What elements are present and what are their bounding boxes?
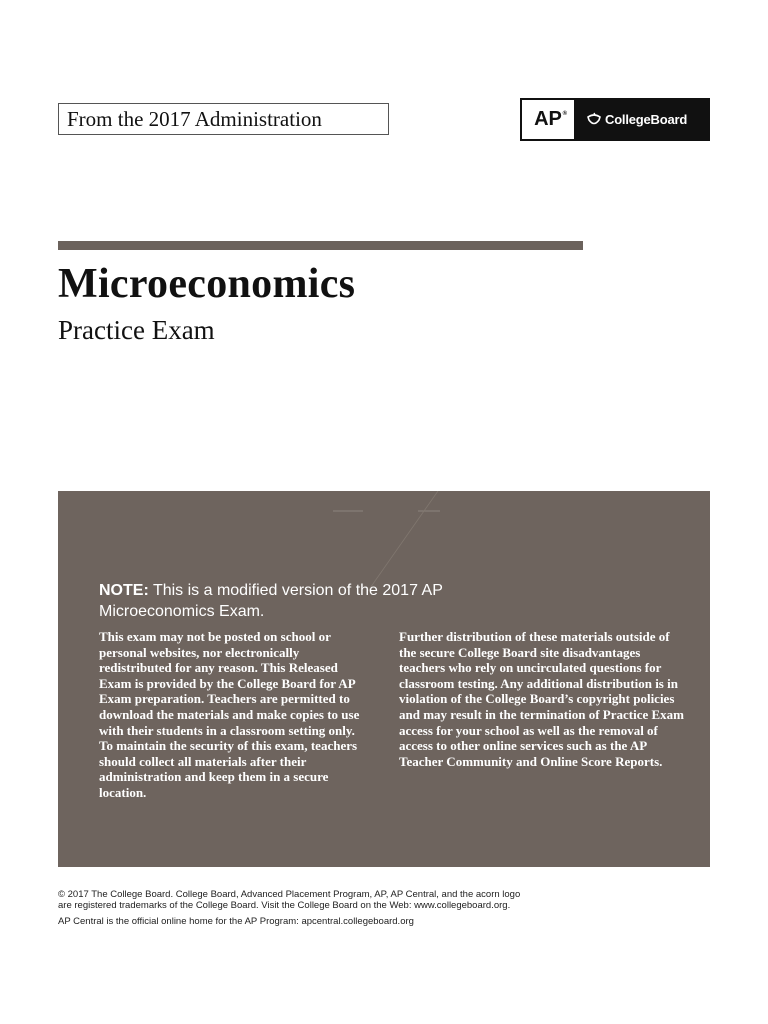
note-right-paragraph: Further distribution of these materials outside of the secure College Board site disadvantages teachers who rely on uncirculated questions for classroom testing. Any additional distribution is in violation of the College Board’s copyright policies and may result in the termination of Practice Exam access for your school as well as the removal of access to other online services such as the AP Teacher Community and Online Score Reports. [399, 629, 684, 769]
collegeboard-logo [574, 100, 708, 139]
note-heading-text: This is a modified version of the 2017 AP Microeconomics Exam. [99, 582, 443, 620]
administration-label: From the 2017 Administration [58, 103, 389, 135]
ap-collegeboard-logo [520, 98, 710, 141]
ap-central-line: AP Central is the official online home for the AP Program: apcentral.collegeboard.org [58, 916, 414, 927]
ap-logo-text: AP [534, 108, 562, 130]
note-panel [58, 491, 710, 867]
ap-logo [522, 100, 574, 139]
page-subtitle: Practice Exam [58, 315, 215, 345]
collegeboard-logo-text: CollegeBoard [605, 112, 688, 127]
footer [58, 889, 618, 927]
ap-registered-mark: ® [562, 111, 567, 117]
note-left-paragraph: This exam may not be posted on school or personal websites, nor electronically redistributed for any reason. This Released Exam is provided by the College Board for AP Exam preparation. Teachers are permitted to download the materials and make copies to use with their students in a classroom setting only. To maintain the security of this exam, teachers should collect all materials after their administration and keep them in a secure location. [99, 629, 360, 800]
copyright-line-2: are registered trademarks of the College Board. Visit the College Board on the Web: www.collegeboard.org. [58, 900, 511, 911]
acorn-icon [586, 112, 602, 128]
note-heading [99, 580, 519, 622]
page-title: Microeconomics [58, 261, 356, 307]
decorative-lines [328, 491, 528, 591]
title-rule [58, 241, 583, 250]
note-label: NOTE: [99, 582, 149, 599]
copyright-line-1: © 2017 The College Board. College Board, Advanced Placement Program, AP, AP Central, and the acorn logo [58, 889, 521, 900]
